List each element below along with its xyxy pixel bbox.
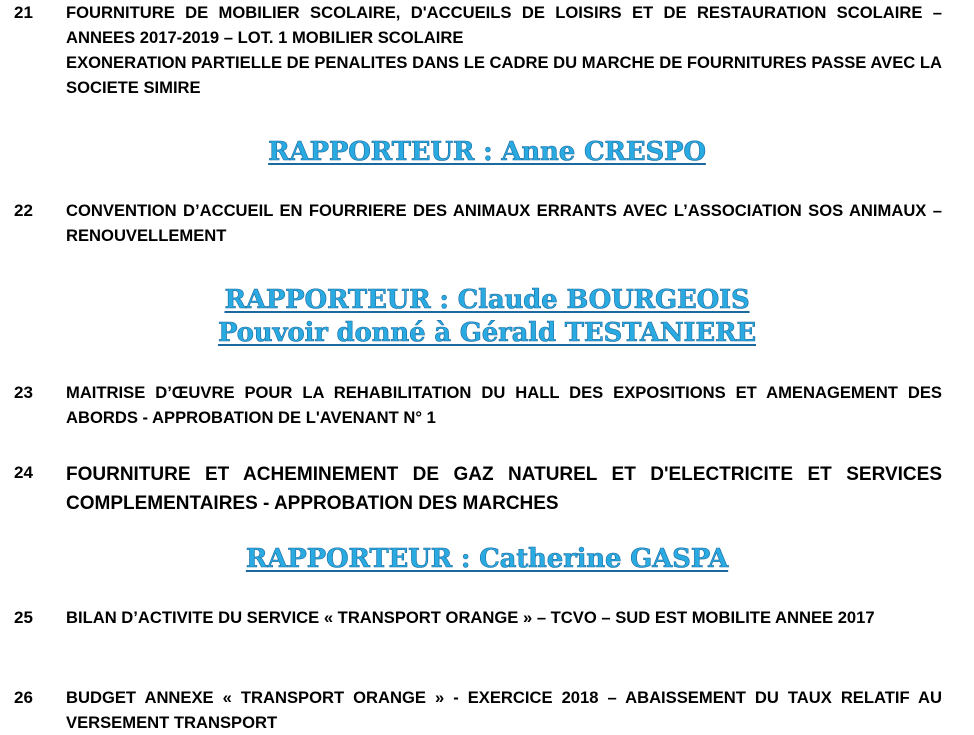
rapporteur-line: RAPPORTEUR : Anne CRESPO: [268, 137, 706, 167]
item-text: EXONERATION PARTIELLE DE PENALITES DANS LE CADRE DU MARCHE DE FOURNITURES PASSE AVEC LA SOCIETE SIMIRE: [66, 53, 942, 97]
rapporteur-line: RAPPORTEUR : Claude BOURGEOIS: [224, 285, 750, 315]
item-number: 22: [14, 201, 33, 220]
item-text: MAITRISE D’ŒUVRE POUR LA REHABILITATION DU HALL DES EXPOSITIONS ET AMENAGEMENT DES ABORDS - APPROBATION DE L'AVENANT N° 1: [66, 383, 942, 427]
item-text: CONVENTION D’ACCUEIL EN FOURRIERE DES ANIMAUX ERRANTS AVEC L’ASSOCIATION SOS ANIMAUX – RENOUVELLEMENT: [66, 201, 942, 245]
rapporteur-heading: [0, 136, 974, 169]
item-body: [66, 380, 942, 430]
item-body: [66, 685, 942, 735]
item-body: [66, 605, 942, 630]
rapporteur-heading: [0, 284, 974, 350]
item-number: 26: [14, 688, 33, 707]
item-number: 24: [14, 463, 33, 482]
item-number: 21: [14, 3, 33, 22]
rapporteur-line: Pouvoir donné à Gérald TESTANIERE: [217, 318, 756, 348]
item-body: [66, 0, 942, 100]
item-text: FOURNITURE ET ACHEMINEMENT DE GAZ NATUREL ET D'ELECTRICITE ET SERVICES COMPLEMENTAIRES - APPROBATION DES MARCHES: [66, 464, 942, 514]
item-number: 25: [14, 608, 33, 627]
item-text: BILAN D’ACTIVITE DU SERVICE « TRANSPORT ORANGE » – TCVO – SUD EST MOBILITE ANNEE 2017: [66, 608, 875, 627]
rapporteur-line: RAPPORTEUR : Catherine GASPA: [245, 544, 729, 574]
item-text: FOURNITURE DE MOBILIER SCOLAIRE, D'ACCUEILS DE LOISIRS ET DE RESTAURATION SCOLAIRE – ANNEES 2017-2019 – LOT. 1 MOBILIER SCOLAIRE: [66, 3, 942, 47]
item-body: [66, 460, 942, 518]
item-text: BUDGET ANNEXE « TRANSPORT ORANGE » - EXERCICE 2018 – ABAISSEMENT DU TAUX RELATIF AU VERSEMENT TRANSPORT: [66, 688, 942, 732]
item-body: [66, 198, 942, 248]
item-number: 23: [14, 383, 33, 402]
rapporteur-heading: [0, 543, 974, 576]
